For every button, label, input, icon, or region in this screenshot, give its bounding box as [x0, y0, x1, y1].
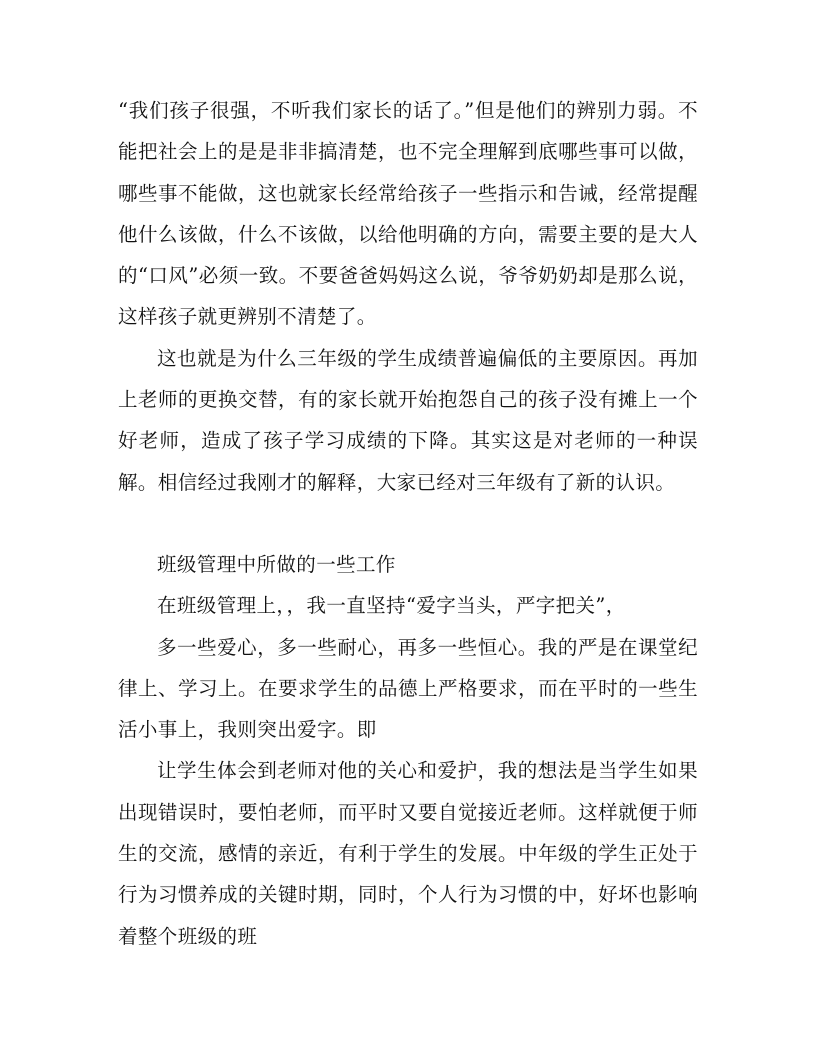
paragraph-1: “我们孩子很强，不听我们家长的话了。”但是他们的辨别力弱。不能把社会上的是是非非搞清楚，也不完全理解到底哪些事可以做，哪些事不能做，这也就家长经常给孩子一些指示和告诫，经常提醒他什么该做，什么不该做，以给他明确的方向，需要主要的是大人的“口风”必须一致。不要爸爸妈妈这么说，爷爷奶奶却是那么说，这样孩子就更辨别不清楚了。: [118, 99, 698, 329]
paragraph-3: 在班级管理上，，我一直坚持“爱字当头，严字把关”，: [157, 594, 626, 618]
paragraph-2: 这也就是为什么三年级的学生成绩普遍偏低的主要原因。再加上老师的更换交替，有的家长就开始抱怨自己的孩子没有摊上一个好老师，造成了孩子学习成绩的下降。其实这是对老师的一种误解。相信经过我刚才的解释，大家已经对三年级有了新的认识。: [118, 346, 698, 494]
section-heading: 班级管理中所做的一些工作: [157, 552, 396, 576]
document-body: [118, 90, 698, 957]
paragraph-5: 让学生体会到老师对他的关心和爱护，我的想法是当学生如果出现错误时，要怕老师，而平时又要自觉接近老师。这样就便于师生的交流，感情的亲近，有利于学生的发展。中年级的学生正处于行为习惯养成的关键时期，同时，个人行为习惯的中，好坏也影响着整个班级的班: [118, 759, 698, 948]
paragraph-4: 多一些爱心，多一些耐心，再多一些恒心。我的严是在课堂纪律上、学习上。在要求学生的品德上严格要求，而在平时的一些生活小事上，我则突出爱字。即: [118, 635, 698, 742]
blank-line: [118, 503, 698, 544]
